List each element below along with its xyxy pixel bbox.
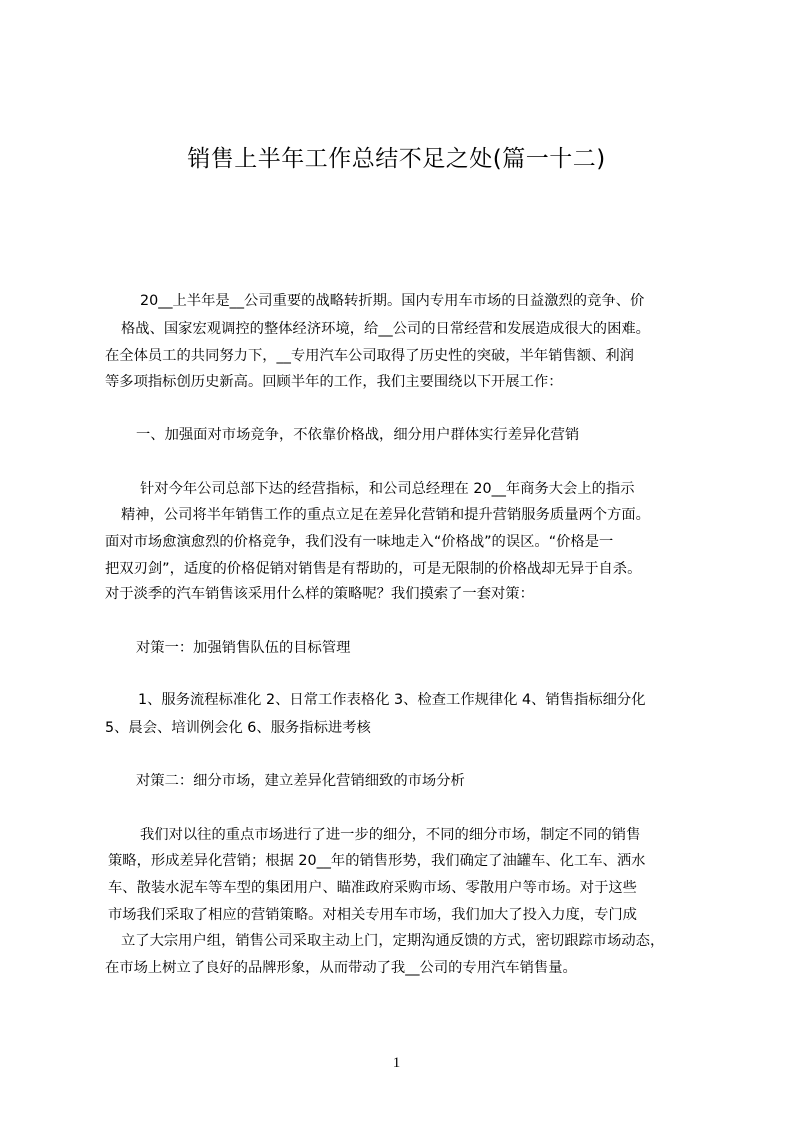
- paragraph-3-line-1: 我们对以往的重点市场进行了进一步的细分，不同的细分市场，制定不同的销售: [140, 827, 641, 843]
- paragraph-3-line-3: 车、散装水泥车等车型的集团用户、瞄准政府采购市场、零散用户等市场。对于这些: [108, 880, 637, 896]
- paragraph-2-line-4: 把双刃剑”，适度的价格促销对销售是有帮助的，可是无限制的价格战却无异于自杀。: [105, 561, 642, 577]
- paragraph-1-line-4: 等多项指标创历史新高。回顾半年的工作，我们主要围绕以下开展工作：: [105, 374, 563, 390]
- paragraph-1-line-3: 在全体员工的共同努力下，__专用汽车公司取得了历史性的突破，半年销售额、利润: [105, 348, 634, 364]
- section-heading-1: 一、加强面对市场竞争，不依靠价格战，细分用户群体实行差异化营销: [136, 427, 580, 443]
- page-number: 1: [392, 1055, 401, 1071]
- strategy-heading-2: 对策二：细分市场，建立差异化营销细致的市场分析: [136, 773, 465, 789]
- paragraph-2-line-5: 对于淡季的汽车销售该采用什么样的策略呢？我们摸索了一套对策：: [105, 586, 534, 602]
- strategy-list-line-2: 5、晨会、培训例会化 6、服务指标进考核: [105, 720, 371, 736]
- document-title: 销售上半年工作总结不足之处(篇一十二): [187, 146, 606, 172]
- paragraph-2-line-2: 精神，公司将半年销售工作的重点立足在差异化营销和提升营销服务质量两个方面。: [121, 507, 650, 523]
- paragraph-3-line-2: 策略，形成差异化营销；根据 20__年的销售形势，我们确定了油罐车、化工车、洒水: [108, 853, 646, 869]
- paragraph-3-line-4: 市场我们采取了相应的营销策略。对相关专用车市场，我们加大了投入力度，专门成: [108, 907, 637, 923]
- paragraph-1-line-2: 格战、国家宏观调控的整体经济环境，给__公司的日常经营和发展造成很大的困难。: [121, 321, 650, 337]
- paragraph-3-line-5: 立了大宗用户组，销售公司采取主动上门，定期沟通反馈的方式，密切跟踪市场动态，: [121, 933, 665, 949]
- paragraph-3-line-6: 在市场上树立了良好的品牌形象，从而带动了我__公司的专用汽车销售量。: [105, 960, 577, 976]
- strategy-heading-1: 对策一：加强销售队伍的目标管理: [136, 640, 351, 656]
- paragraph-2-line-3: 面对市场愈演愈烈的价格竞争，我们没有一味地走入“价格战”的误区。“价格是一: [105, 534, 614, 550]
- paragraph-2-line-1: 针对今年公司总部下达的经营指标，和公司总经理在 20__年商务大会上的指示: [140, 481, 635, 497]
- paragraph-1-line-1: 20__上半年是__公司重要的战略转折期。国内专用车市场的日益激烈的竞争、价: [140, 293, 645, 309]
- strategy-list-line-1: 1、服务流程标准化 2、日常工作表格化 3、检查工作规律化 4、销售指标细分化: [138, 692, 646, 708]
